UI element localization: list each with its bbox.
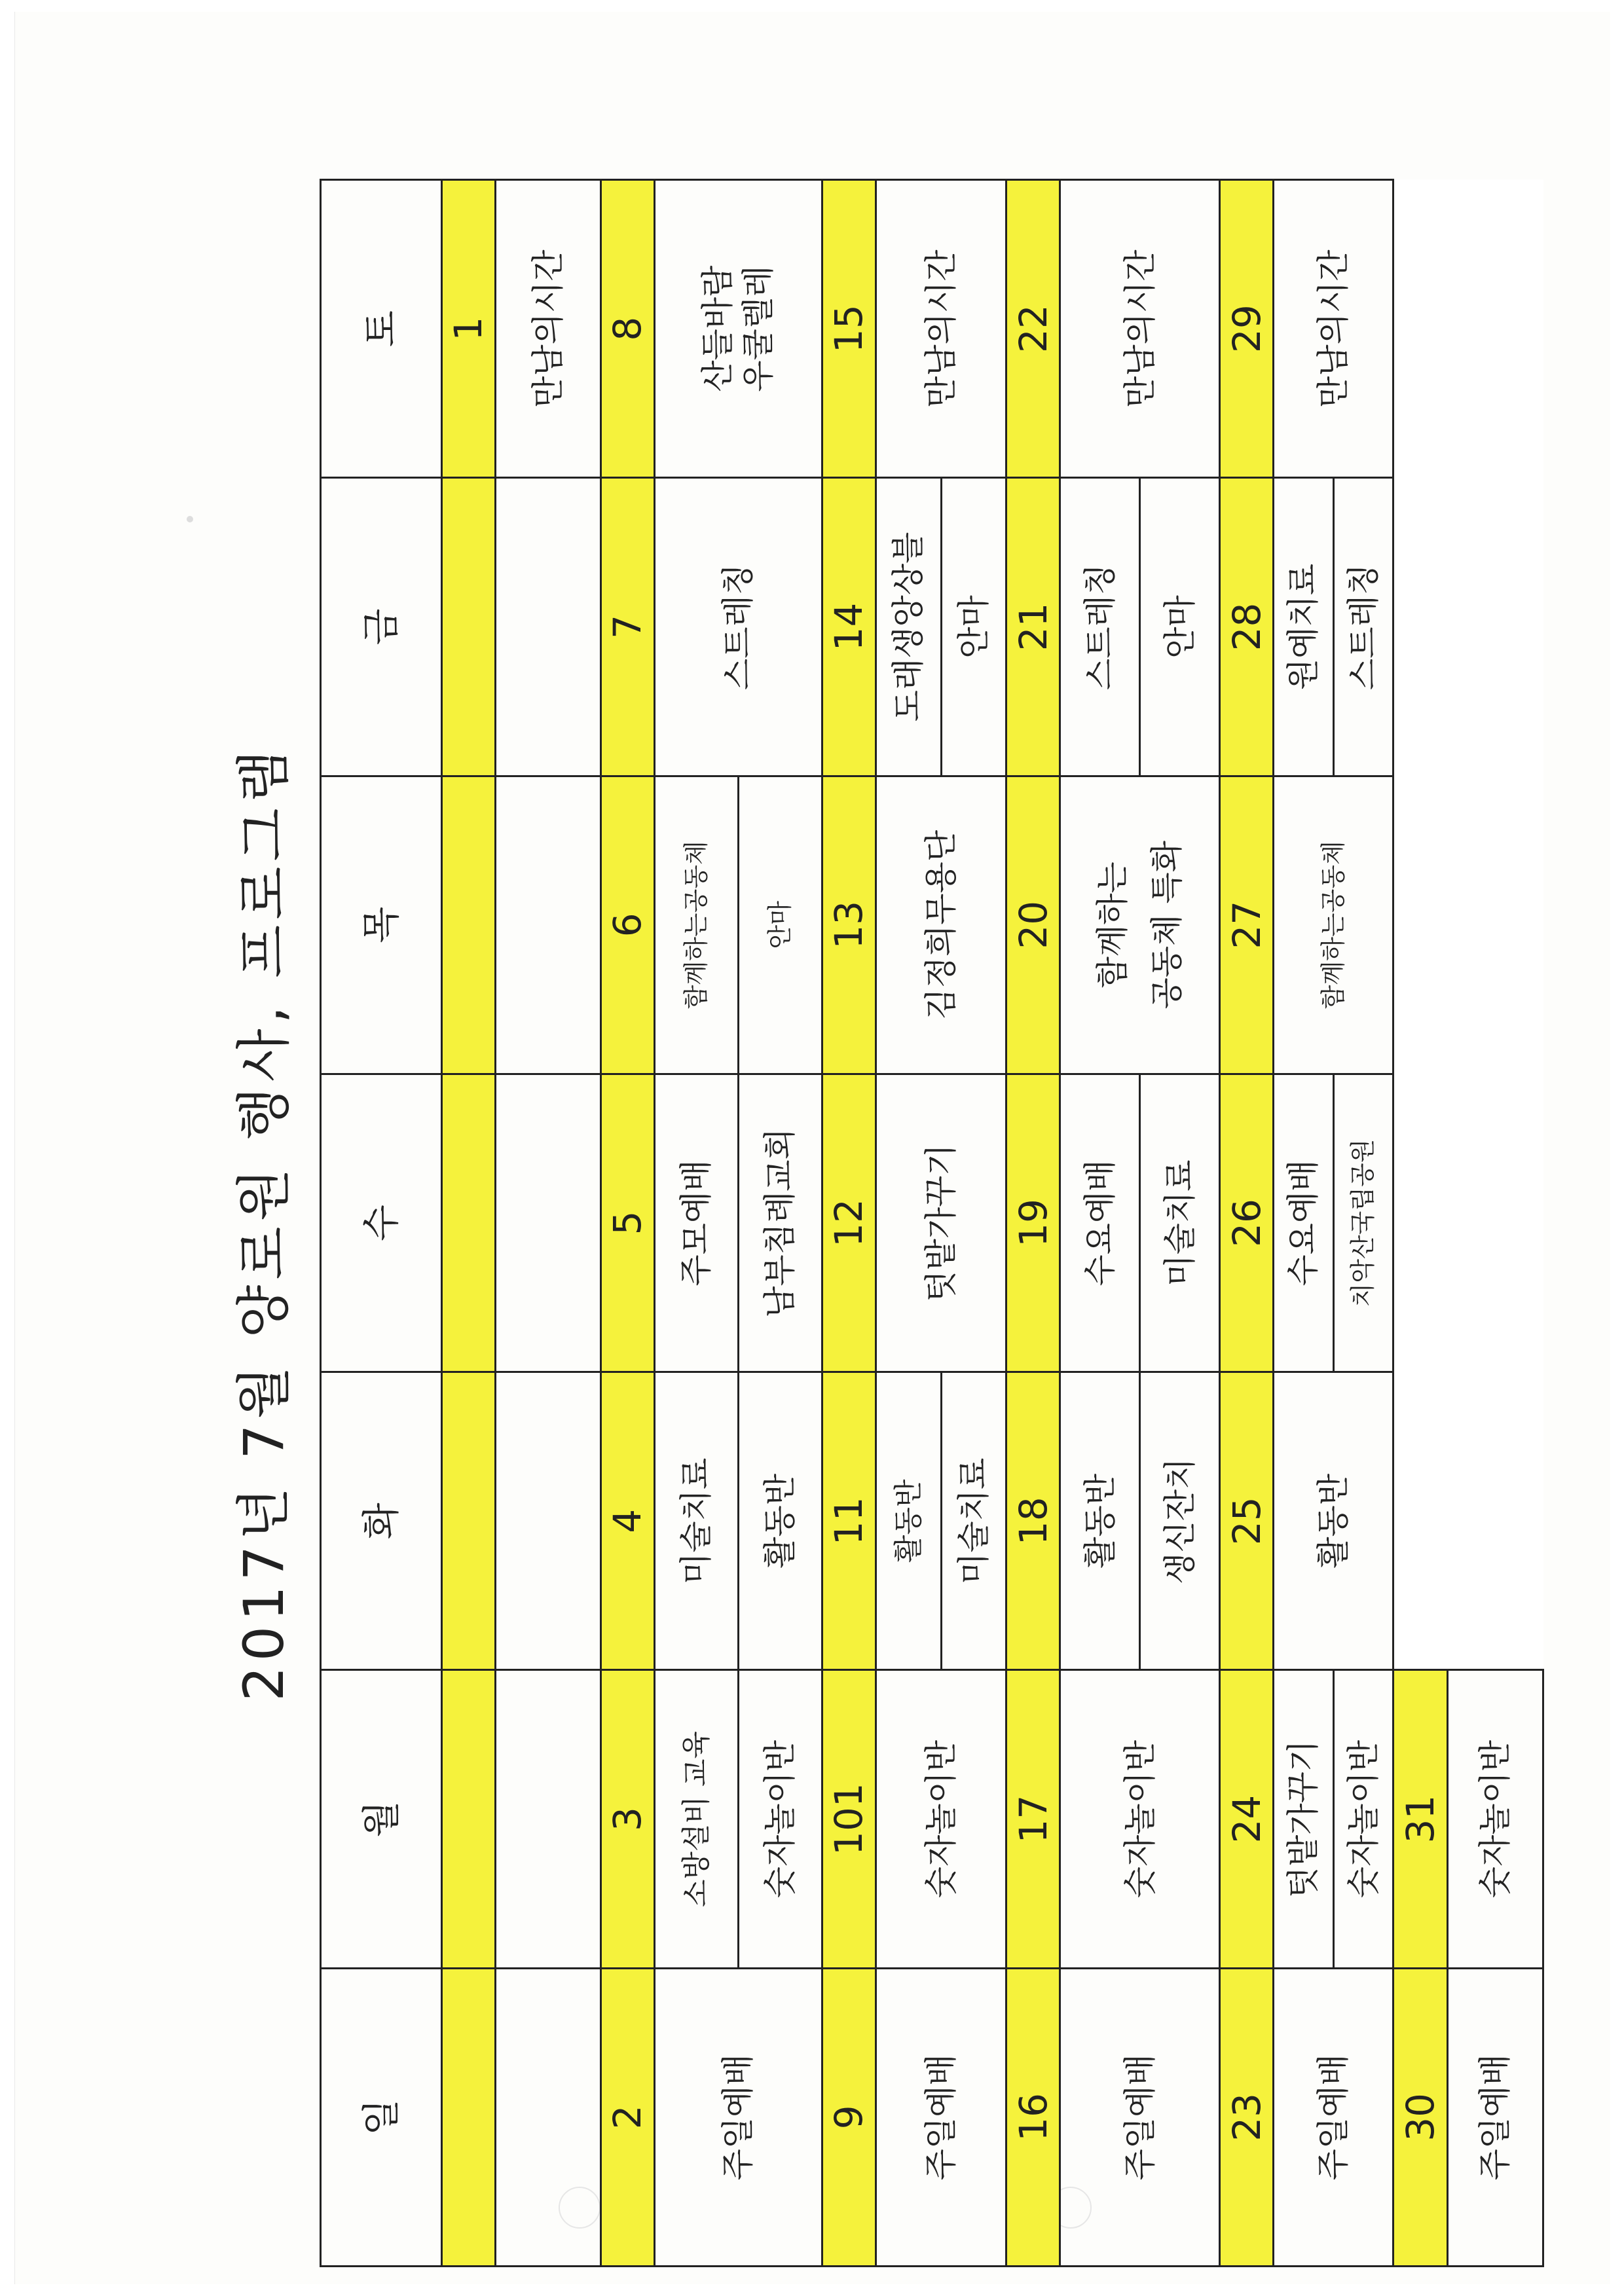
event-row <box>654 180 738 2267</box>
event-row <box>1333 180 1393 2267</box>
event-cell <box>1060 776 1220 1074</box>
event-cell: 숫자놀이반 <box>738 1670 822 1968</box>
event-cell <box>496 1074 601 1372</box>
event-cell: 만남의시간 <box>876 180 1006 478</box>
event-line: 공동체 특화 <box>1147 841 1186 1010</box>
date-cell: 25 <box>1220 1372 1274 1670</box>
page-title: 2017년 7월 양로원 행사, 프로그램 <box>232 744 296 1702</box>
event-cell: 치악산국립공원 <box>1333 1074 1393 1372</box>
date-cell: 21 <box>1006 478 1060 776</box>
event-row <box>1060 180 1140 2267</box>
calendar-table <box>320 179 1544 2267</box>
event-cell: 주일예배 <box>1447 1968 1543 2266</box>
date-row <box>1220 180 1274 2267</box>
event-cell: 남부침례교회 <box>738 1074 822 1372</box>
event-cell: 만남의시간 <box>1060 180 1220 478</box>
scan-speck <box>187 516 193 522</box>
event-cell <box>496 1670 601 1968</box>
event-cell: 숫자놀이반 <box>1060 1670 1220 1968</box>
event-cell: 미술치료 <box>941 1372 1006 1670</box>
date-cell: 28 <box>1220 478 1274 776</box>
date-cell: 31 <box>1393 1670 1447 1968</box>
date-cell: 15 <box>822 180 876 478</box>
date-cell <box>441 478 495 776</box>
event-cell: 주일예배 <box>1060 1968 1220 2266</box>
date-cell: 12 <box>822 1074 876 1372</box>
date-cell: 101 <box>822 1670 876 1968</box>
event-cell: 안마 <box>1140 478 1220 776</box>
scanned-page <box>14 12 1610 2284</box>
event-cell: 안마 <box>941 478 1006 776</box>
date-cell: 23 <box>1220 1968 1274 2266</box>
date-cell <box>441 1968 495 2266</box>
weekday-wed: 수 <box>321 1074 442 1372</box>
date-cell: 4 <box>600 1372 654 1670</box>
date-cell: 18 <box>1006 1372 1060 1670</box>
event-cell <box>496 478 601 776</box>
weekday-header-row <box>321 180 442 2267</box>
event-cell: 주일예배 <box>654 1968 822 2266</box>
event-cell <box>496 1968 601 2266</box>
event-row <box>1274 180 1333 2267</box>
event-cell: 미술치료 <box>654 1372 738 1670</box>
date-row <box>1393 180 1447 2267</box>
date-cell: 19 <box>1006 1074 1060 1372</box>
date-row <box>1006 180 1060 2267</box>
date-cell: 11 <box>822 1372 876 1670</box>
date-cell: 24 <box>1220 1670 1274 1968</box>
date-cell: 20 <box>1006 776 1060 1074</box>
date-cell: 1 <box>441 180 495 478</box>
event-cell: 미술치료 <box>1140 1074 1220 1372</box>
event-cell: 스트레칭 <box>1060 478 1140 776</box>
event-cell: 스트레칭 <box>1333 478 1393 776</box>
date-cell: 6 <box>600 776 654 1074</box>
event-cell: 활동반 <box>1274 1372 1393 1670</box>
date-cell: 7 <box>600 478 654 776</box>
weekday-tue: 화 <box>321 1372 442 1670</box>
date-cell: 14 <box>822 478 876 776</box>
event-cell: 숫자놀이반 <box>1447 1670 1543 1968</box>
event-cell: 안마 <box>738 776 822 1074</box>
date-row <box>600 180 654 2267</box>
date-cell <box>441 1670 495 1968</box>
date-cell: 30 <box>1393 1968 1447 2266</box>
date-cell: 3 <box>600 1670 654 1968</box>
weekday-mon: 월 <box>321 1670 442 1968</box>
date-row <box>441 180 495 2267</box>
event-cell: 텃밭가꾸기 <box>876 1074 1006 1372</box>
date-cell <box>441 1372 495 1670</box>
event-row <box>876 180 942 2267</box>
event-cell: 숫자놀이반 <box>1333 1670 1393 1968</box>
event-cell <box>654 180 822 478</box>
event-cell: 주일예배 <box>1274 1968 1393 2266</box>
weekday-sat: 토 <box>321 180 442 478</box>
date-cell: 8 <box>600 180 654 478</box>
event-line: 우쿨렐레 <box>739 265 778 392</box>
weekday-fri: 금 <box>321 478 442 776</box>
event-cell <box>496 1372 601 1670</box>
event-cell: 숫자놀이반 <box>876 1670 1006 1968</box>
event-cell: 활동반 <box>1060 1372 1140 1670</box>
event-cell: 수요예배 <box>1060 1074 1140 1372</box>
event-row <box>496 180 601 2267</box>
event-cell: 생신잔치 <box>1140 1372 1220 1670</box>
event-cell: 수요예배 <box>1274 1074 1333 1372</box>
event-cell: 김정희무용단 <box>876 776 1006 1074</box>
event-cell: 함께하는공동체 <box>654 776 738 1074</box>
date-cell: 16 <box>1006 1968 1060 2266</box>
event-cell <box>496 776 601 1074</box>
event-cell: 주모예배 <box>654 1074 738 1372</box>
date-cell: 29 <box>1220 180 1274 478</box>
event-cell: 스트레칭 <box>654 478 822 776</box>
date-cell <box>441 1074 495 1372</box>
date-cell: 5 <box>600 1074 654 1372</box>
event-cell: 활동반 <box>738 1372 822 1670</box>
date-cell: 17 <box>1006 1670 1060 1968</box>
event-cell: 만남의시간 <box>496 180 601 478</box>
event-line: 산들바람 <box>698 265 737 392</box>
date-cell: 26 <box>1220 1074 1274 1372</box>
date-cell: 22 <box>1006 180 1060 478</box>
event-cell: 함께하는공동체 <box>1274 776 1393 1074</box>
event-cell: 텃밭가꾸기 <box>1274 1670 1333 1968</box>
event-cell: 원예치료 <box>1274 478 1333 776</box>
event-cell: 주일예배 <box>876 1968 1006 2266</box>
date-cell: 9 <box>822 1968 876 2266</box>
calendar-rotated <box>228 179 1551 2267</box>
empty-area <box>1447 180 1543 1670</box>
date-cell: 13 <box>822 776 876 1074</box>
event-row <box>1447 180 1543 2267</box>
weekday-thu: 목 <box>321 776 442 1074</box>
event-cell: 활동반 <box>876 1372 942 1670</box>
event-cell: 도래생앙상블 <box>876 478 942 776</box>
weekday-sun: 일 <box>321 1968 442 2266</box>
event-line: 함께하는 <box>1094 862 1132 989</box>
empty-area <box>1393 180 1447 1670</box>
date-cell <box>441 776 495 1074</box>
event-cell: 소방설비 교육 <box>654 1670 738 1968</box>
date-row <box>822 180 876 2267</box>
date-cell: 27 <box>1220 776 1274 1074</box>
event-cell: 만남의시간 <box>1274 180 1393 478</box>
date-cell: 2 <box>600 1968 654 2266</box>
